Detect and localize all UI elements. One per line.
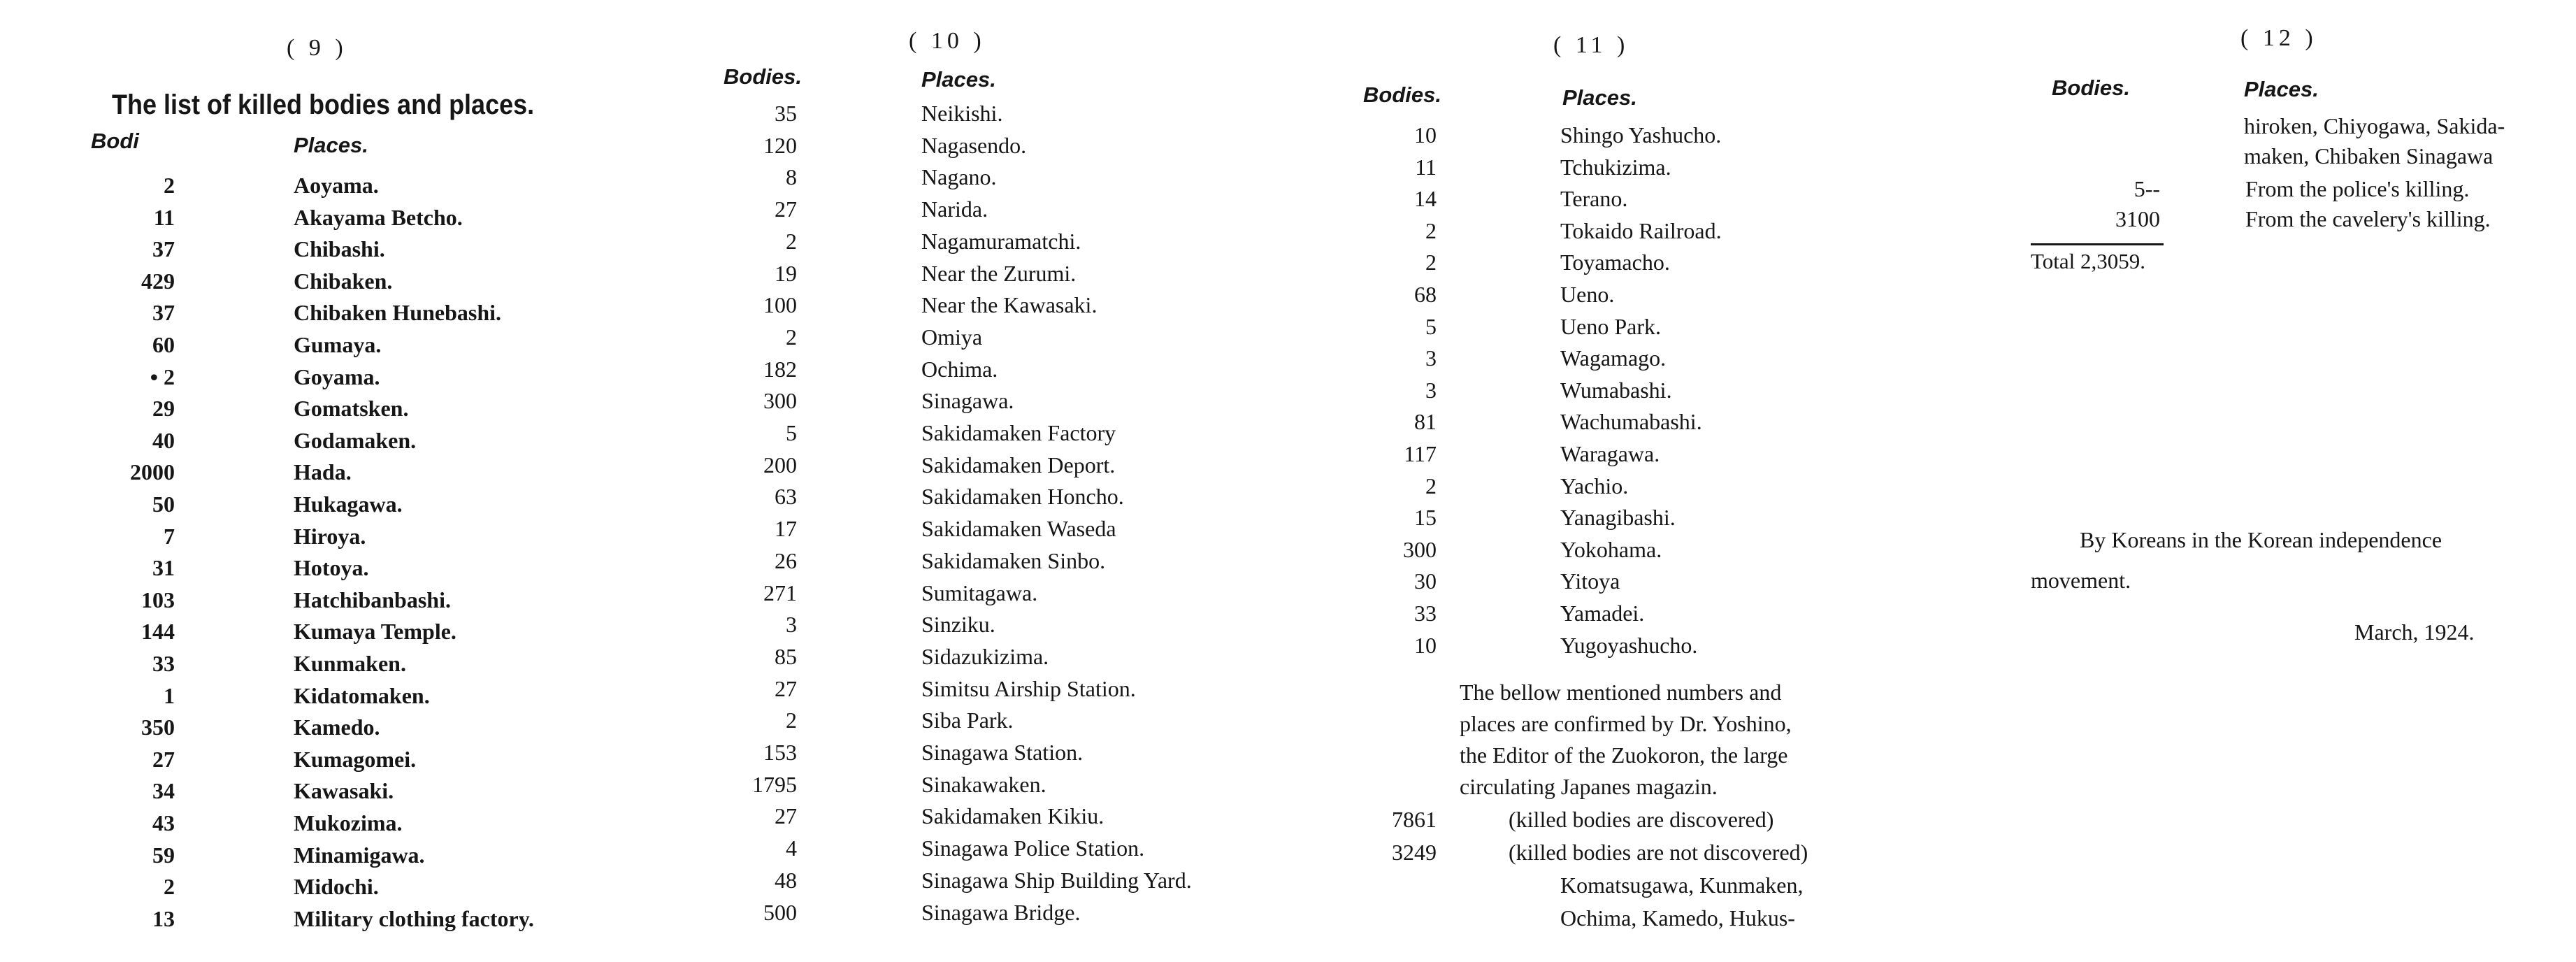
place-name: Terano. [1560, 186, 1628, 212]
body-count: 144 [141, 619, 175, 645]
body-count: 27 [775, 675, 797, 701]
body-count: 120 [763, 132, 797, 158]
body-count: 4 [786, 835, 797, 861]
place-name: Hiroya. [294, 523, 366, 549]
place-name: Goyama. [294, 364, 380, 389]
body-count: 31 [152, 555, 175, 581]
header-bodies: Bodies. [724, 64, 802, 89]
place-name: Midochi. [294, 874, 379, 900]
body-count: 1795 [752, 771, 797, 797]
body-count: 14 [1414, 186, 1437, 212]
body-count: 103 [141, 587, 175, 612]
body-count: 2 [164, 874, 175, 900]
body-count: 34 [152, 778, 175, 804]
body-count: 153 [763, 740, 797, 765]
killing-source: From the police's killing. [2245, 176, 2470, 201]
body-count: 33 [152, 651, 175, 676]
body-count: 2 [1425, 250, 1437, 275]
place-name: Tchukizima. [1560, 154, 1671, 180]
place-name: Sumitagawa. [921, 580, 1038, 605]
killing-count: 3100 [2115, 206, 2160, 231]
place-name: Gumaya. [294, 332, 382, 357]
place-name: Sinagawa Station. [921, 740, 1084, 765]
place-name: Kidatomaken. [294, 682, 430, 708]
body-count: 33 [1414, 601, 1437, 626]
body-count: 43 [152, 810, 175, 835]
place-name: Minamigawa. [294, 842, 425, 868]
place-line: hiroken, Chiyogawa, Sakida- [2244, 113, 2505, 138]
body-count: 85 [775, 643, 797, 669]
place-name: Wachumabashi. [1560, 409, 1702, 435]
place-name: Military clothing factory. [294, 905, 534, 931]
body-count: 63 [775, 484, 797, 510]
page-number: ( 10 ) [909, 28, 986, 54]
confirmed-count: 3249 [1392, 840, 1437, 865]
page-number: ( 9 ) [287, 35, 347, 61]
note-line: the Editor of the Zuokoron, the large [1460, 742, 1788, 768]
place-name: Wumabashi. [1560, 377, 1672, 403]
place-name: Wagamago. [1560, 345, 1667, 371]
body-count: 2 [1425, 473, 1437, 498]
signature-line: movement. [2031, 568, 2131, 593]
body-count: 2 [1425, 217, 1437, 243]
page-number: ( 11 ) [1553, 32, 1629, 58]
body-count: 19 [775, 260, 797, 286]
place-name: Kunmaken. [294, 651, 406, 676]
place-name: Sakidamaken Kikiu. [921, 803, 1104, 829]
body-count: 117 [1404, 441, 1437, 466]
body-count: 10 [1414, 632, 1437, 658]
body-count: 500 [763, 899, 797, 925]
body-count: 5 [1425, 313, 1437, 339]
place-name: Mukozima. [294, 810, 403, 835]
place-name: Chibashi. [294, 236, 385, 262]
place-name: Hatchibanbashi. [294, 587, 451, 612]
place-line: Ochima, Kamedo, Hukus- [1560, 905, 1795, 931]
body-count: 10 [1414, 122, 1437, 148]
header-places: Places. [2244, 77, 2319, 101]
body-count: 27 [152, 746, 175, 772]
body-count: 100 [763, 292, 797, 318]
place-name: Yugoyashucho. [1560, 632, 1698, 658]
place-name: Sakidamaken Deport. [921, 452, 1116, 478]
body-count: 15 [1414, 505, 1437, 531]
body-count: 3 [1425, 377, 1437, 403]
place-name: Hotoya. [294, 555, 369, 581]
body-count: 30 [1414, 568, 1437, 594]
place-name: Hukagawa. [294, 491, 403, 517]
body-count: 7 [164, 523, 175, 549]
body-count: 2 [164, 173, 175, 198]
place-name: Neikishi. [921, 101, 1003, 126]
place-name: Sakidamaken Honcho. [921, 484, 1124, 510]
total: Total 2,3059. [2031, 249, 2146, 273]
body-count: 11 [1415, 154, 1437, 180]
place-name: Narida. [921, 196, 988, 222]
body-count: • 2 [150, 364, 175, 389]
place-name: Shingo Yashucho. [1560, 122, 1722, 148]
place-name: Sinakawaken. [921, 771, 1046, 797]
place-name: Yachio. [1560, 473, 1629, 498]
note-line: circulating Japanes magazin. [1460, 774, 1718, 799]
header-bodies: Bodi [91, 129, 139, 153]
place-name: Sinagawa Police Station. [921, 835, 1145, 861]
place-name: Sakidamaken Waseda [921, 516, 1116, 542]
place-name: Kamedo. [294, 715, 380, 740]
body-count: 2000 [130, 459, 175, 485]
place-name: Gomatsken. [294, 396, 409, 422]
place-name: Ueno Park. [1560, 313, 1661, 339]
body-count: 81 [1414, 409, 1437, 435]
place-name: Kawasaki. [294, 778, 394, 804]
confirmed-status: (killed bodies are discovered) [1509, 807, 1774, 832]
body-count: 60 [152, 332, 175, 357]
place-name: Yamadei. [1560, 601, 1645, 626]
confirmed-status: (killed bodies are not discovered) [1509, 840, 1808, 865]
place-name: Nagamuramatchi. [921, 228, 1081, 254]
header-places: Places. [294, 133, 368, 157]
header-bodies: Bodies. [1363, 82, 1441, 107]
place-name: Aoyama. [294, 173, 379, 198]
body-count: 2 [786, 228, 797, 254]
confirmed-count: 7861 [1392, 807, 1437, 832]
body-count: 48 [775, 867, 797, 893]
place-name: Kumagomei. [294, 746, 417, 772]
place-name: Toyamacho. [1560, 250, 1670, 275]
body-count: 200 [763, 452, 797, 478]
body-count: 37 [152, 300, 175, 326]
body-count: 50 [152, 491, 175, 517]
place-name: Nagasendo. [921, 132, 1027, 158]
note-line: The bellow mentioned numbers and [1460, 680, 1782, 705]
place-name: Kumaya Temple. [294, 619, 456, 645]
place-name: Sakidamaken Factory [921, 420, 1116, 445]
body-count: 1 [164, 682, 175, 708]
body-count: 429 [141, 268, 175, 294]
body-count: 3 [786, 612, 797, 638]
place-name: Godamaken. [294, 427, 417, 453]
body-count: 13 [152, 905, 175, 931]
body-count: 27 [775, 803, 797, 829]
place-name: Yitoya [1560, 568, 1620, 594]
place-name: Sinagawa Bridge. [921, 899, 1081, 925]
place-name: Tokaido Railroad. [1560, 217, 1722, 243]
place-line: maken, Chibaken Sinagawa [2244, 143, 2494, 168]
body-count: 35 [775, 101, 797, 126]
place-name: Sinagawa Ship Building Yard. [921, 867, 1192, 893]
body-count: 27 [775, 196, 797, 222]
place-name: Ueno. [1560, 282, 1615, 307]
place-name: Near the Zurumi. [921, 260, 1077, 286]
place-name: Sinagawa. [921, 388, 1014, 414]
header-places: Places. [921, 67, 996, 92]
body-count: 271 [763, 580, 797, 605]
place-name: Akayama Betcho. [294, 204, 463, 230]
page-number: ( 12 ) [2240, 25, 2317, 51]
place-name: Ochima. [921, 356, 998, 382]
body-count: 300 [763, 388, 797, 414]
body-count: 17 [775, 516, 797, 542]
place-name: Chibaken Hunebashi. [294, 300, 502, 326]
body-count: 2 [786, 708, 797, 733]
signature-line: By Koreans in the Korean independence [2080, 527, 2442, 552]
place-name: Waragawa. [1560, 441, 1660, 466]
body-count: 350 [141, 715, 175, 740]
body-count: 182 [763, 356, 797, 382]
body-count: 68 [1414, 282, 1437, 307]
body-count: 59 [152, 842, 175, 868]
place-name: Near the Kawasaki. [921, 292, 1098, 318]
body-count: 5 [786, 420, 797, 445]
body-count: 40 [152, 427, 175, 453]
place-name: Yokohama. [1560, 536, 1662, 562]
header-places: Places. [1562, 85, 1637, 110]
place-line: Komatsugawa, Kunmaken, [1560, 873, 1804, 898]
place-name: Hada. [294, 459, 352, 485]
place-name: Nagano. [921, 164, 997, 190]
place-name: Siba Park. [921, 708, 1014, 733]
body-count: 26 [775, 547, 797, 573]
list-title: The list of killed bodies and places. [112, 89, 535, 120]
place-name: Chibaken. [294, 268, 393, 294]
date: March, 1924. [2354, 619, 2475, 645]
body-count: 2 [786, 324, 797, 350]
place-name: Sidazukizima. [921, 643, 1049, 669]
body-count: 8 [786, 164, 797, 190]
place-name: Simitsu Airship Station. [921, 675, 1136, 701]
body-count: 11 [153, 204, 175, 230]
header-bodies: Bodies. [2052, 76, 2130, 100]
place-name: Sakidamaken Sinbo. [921, 547, 1106, 573]
place-name: Omiya [921, 324, 983, 350]
body-count: 3 [1425, 345, 1437, 371]
note-line: places are confirmed by Dr. Yoshino, [1460, 711, 1792, 736]
body-count: 300 [1403, 536, 1437, 562]
body-count: 29 [152, 396, 175, 422]
total-rule [2031, 243, 2164, 245]
body-count: 37 [152, 236, 175, 262]
killing-count: 5-- [2134, 176, 2160, 201]
killing-source: From the cavelery's killing. [2245, 206, 2491, 231]
place-name: Yanagibashi. [1560, 505, 1676, 531]
place-name: Sinziku. [921, 612, 995, 638]
